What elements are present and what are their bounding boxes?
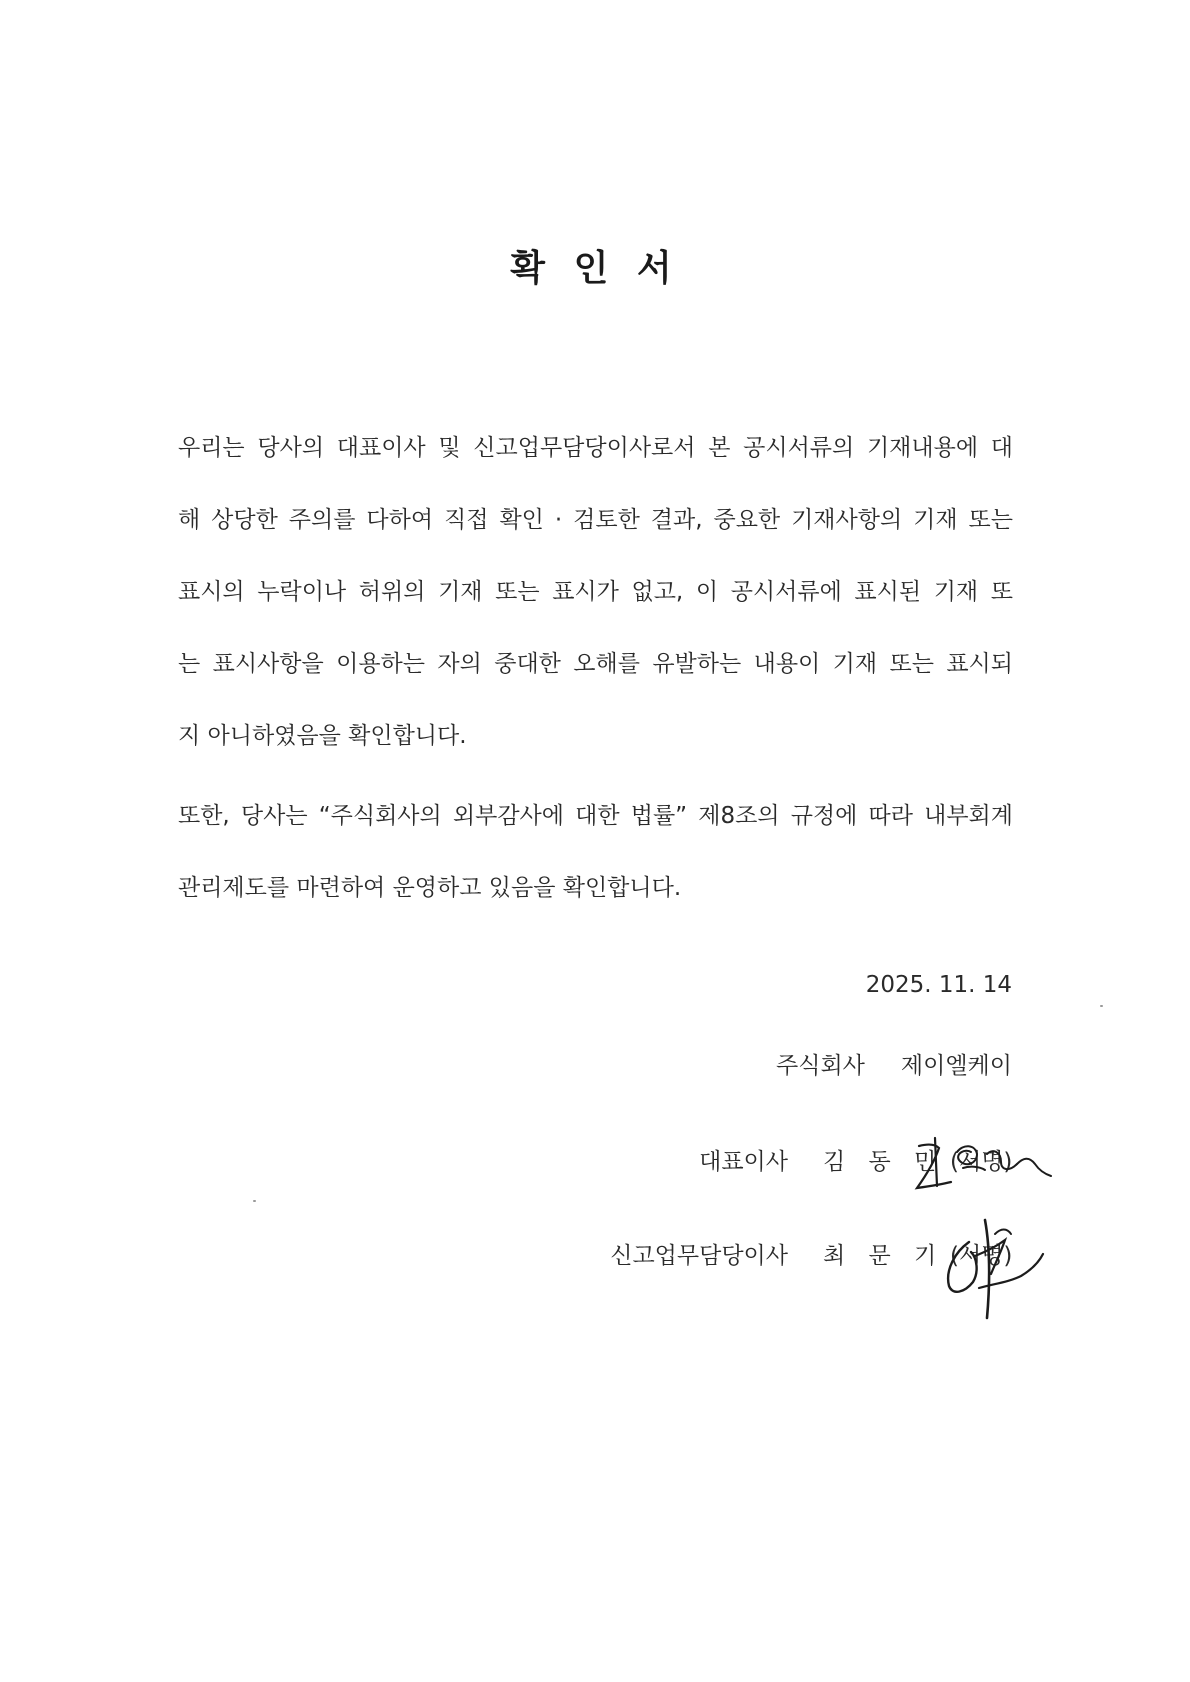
document-date: 2025. 11. 14	[865, 972, 1012, 998]
document-title: 확 인 서	[510, 248, 680, 289]
signature-placeholder: (서명)	[950, 1149, 1013, 1175]
signatory-name: 최 문 기	[823, 1243, 945, 1269]
scan-speck	[253, 1200, 256, 1202]
confirmation-paragraph	[178, 412, 1013, 772]
paragraph-line: 우리는 당사의 대표이사 및 신고업무담당이사로서 본 공시서류의 기재내용에 대	[178, 435, 1013, 461]
paragraph-line: 또한, 당사는 “주식회사의 외부감사에 대한 법률” 제8조의 규정에 따라 내부회계	[178, 803, 1013, 829]
paragraph-line: 해 상당한 주의를 다하여 직접 확인 · 검토한 결과, 중요한 기재사항의 기재 또는	[178, 507, 1013, 533]
paragraph-line: 지 아니하였음을 확인합니다.	[178, 723, 467, 749]
signatory-role: 대표이사	[699, 1149, 788, 1175]
company-type: 주식회사	[776, 1053, 865, 1079]
paragraph-line: 표시의 누락이나 허위의 기재 또는 표시가 없고, 이 공시서류에 표시된 기재 또	[178, 579, 1013, 605]
paragraph-line: 는 표시사항을 이용하는 자의 중대한 오해를 유발하는 내용이 기재 또는 표시되	[178, 651, 1013, 677]
company-line	[776, 1047, 1012, 1080]
internal-control-paragraph	[178, 780, 1013, 924]
signatory-name: 김 동 민	[823, 1149, 945, 1175]
company-name: 제이엘케이	[900, 1053, 1012, 1079]
scan-speck	[1100, 1005, 1103, 1007]
signatory-role: 신고업무담당이사	[610, 1243, 788, 1269]
paragraph-line: 관리제도를 마련하여 운영하고 있음을 확인합니다.	[178, 875, 682, 901]
signature-kim-image	[905, 1130, 1055, 1200]
signature-placeholder: (서명)	[950, 1243, 1013, 1269]
signature-choi-image	[935, 1212, 1055, 1327]
